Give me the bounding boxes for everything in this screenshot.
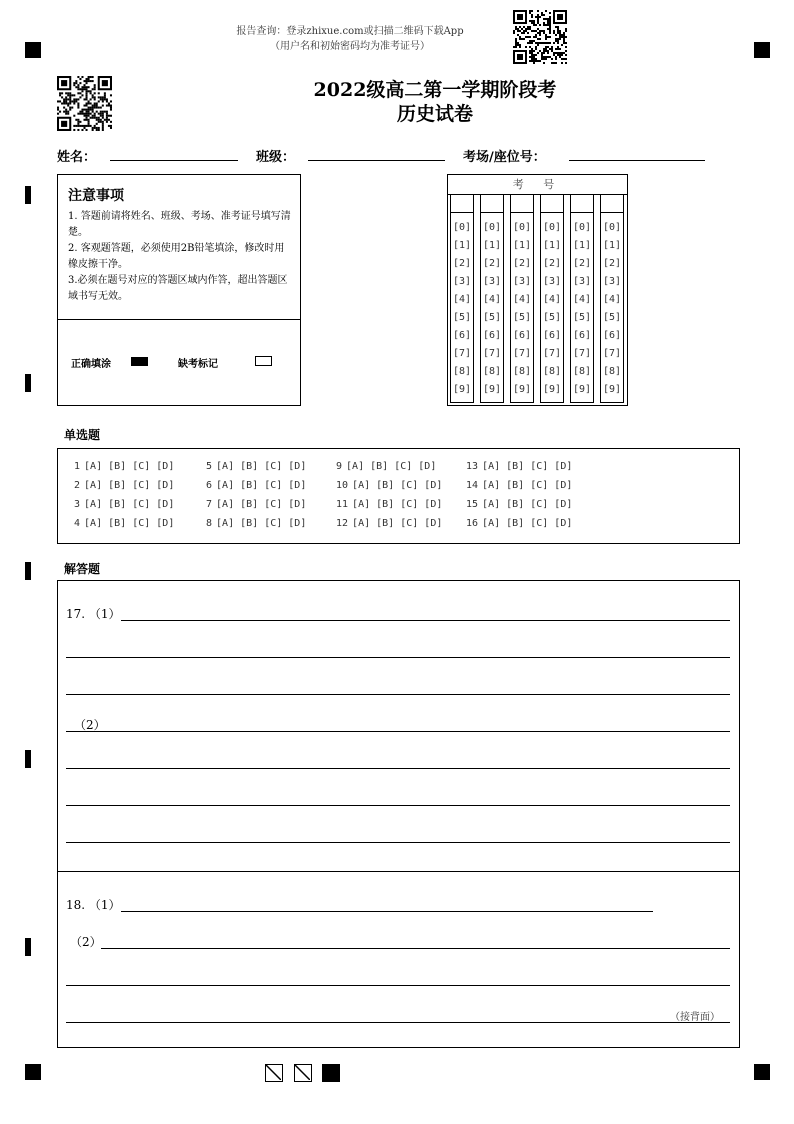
exam-number-digit-bubble[interactable]: [1] bbox=[542, 240, 562, 251]
qr-code-icon bbox=[513, 10, 567, 64]
continue-note: （接背面） bbox=[670, 1012, 720, 1023]
timing-mark bbox=[25, 562, 31, 580]
mc-options[interactable]: [A] [B] [C] [D] bbox=[482, 480, 573, 491]
mc-question-12[interactable] bbox=[336, 518, 442, 529]
exam-number-digit-bubble[interactable]: [2] bbox=[572, 258, 592, 269]
q18-part2-label: （2） bbox=[70, 935, 102, 949]
exam-number-header: 考 号 bbox=[448, 175, 627, 195]
exam-number-digit-bubble[interactable]: [7] bbox=[452, 348, 472, 359]
mc-question-number: 11 bbox=[336, 499, 349, 510]
mc-question-13[interactable] bbox=[466, 461, 572, 472]
mc-question-number: 15 bbox=[466, 499, 479, 510]
q17-part1-label: 17. （1） bbox=[66, 607, 121, 621]
exam-number-digit-bubble[interactable]: [3] bbox=[482, 276, 502, 287]
qr-code-icon bbox=[57, 76, 112, 131]
exam-number-column bbox=[510, 195, 534, 403]
mc-question-number: 6 bbox=[206, 480, 213, 491]
mc-options[interactable]: [A] [B] [C] [D] bbox=[84, 518, 175, 529]
absent-checkbox[interactable] bbox=[255, 356, 272, 366]
mc-question-9[interactable] bbox=[336, 461, 436, 472]
exam-number-digit-bubble[interactable]: [0] bbox=[542, 222, 562, 233]
exam-number-digit-bubble[interactable]: [1] bbox=[452, 240, 472, 251]
exam-number-write-cell[interactable] bbox=[451, 195, 473, 213]
exam-number-digit-bubble[interactable]: [2] bbox=[542, 258, 562, 269]
mc-options[interactable]: [A] [B] [C] [D] bbox=[352, 480, 443, 491]
exam-number-digit-bubble[interactable]: [8] bbox=[452, 366, 472, 377]
exam-number-digit-bubble[interactable]: [3] bbox=[452, 276, 472, 287]
timing-mark bbox=[25, 374, 31, 392]
exam-number-digit-bubble[interactable]: [2] bbox=[452, 258, 472, 269]
mc-question-4[interactable] bbox=[74, 518, 174, 529]
exam-number-digit-bubble[interactable]: [9] bbox=[602, 384, 622, 395]
exam-number-digit-bubble[interactable]: [9] bbox=[482, 384, 502, 395]
answer-line[interactable] bbox=[66, 657, 730, 658]
mc-question-1[interactable] bbox=[74, 461, 174, 472]
answer-line[interactable] bbox=[101, 948, 730, 949]
exam-number-column bbox=[480, 195, 504, 403]
registration-mark-top-left bbox=[25, 42, 41, 58]
answer-line[interactable] bbox=[66, 1022, 730, 1023]
exam-subject-title: 历史试卷 bbox=[396, 103, 473, 125]
exam-number-digit-bubble[interactable]: [6] bbox=[542, 330, 562, 341]
exam-number-digit-bubble[interactable]: [0] bbox=[452, 222, 472, 233]
mc-question-number: 8 bbox=[206, 518, 213, 529]
mc-options[interactable]: [A] [B] [C] [D] bbox=[216, 461, 307, 472]
exam-number-digit-bubble[interactable]: [1] bbox=[572, 240, 592, 251]
registration-mark-top-right bbox=[754, 42, 770, 58]
exam-number-digit-bubble[interactable]: [6] bbox=[602, 330, 622, 341]
answer-section-label: 解答题 bbox=[64, 562, 101, 576]
exam-number-digit-bubble[interactable]: [6] bbox=[452, 330, 472, 341]
exam-number-write-cell[interactable] bbox=[601, 195, 623, 213]
exam-number-digit-bubble[interactable]: [4] bbox=[452, 294, 472, 305]
exam-number-digit-bubble[interactable]: [5] bbox=[482, 312, 502, 323]
exam-number-digit-bubble[interactable]: [7] bbox=[512, 348, 532, 359]
name-label: 姓名： bbox=[57, 150, 97, 165]
notice-title: 注意事项 bbox=[68, 188, 124, 204]
mc-question-number: 4 bbox=[74, 518, 81, 529]
notice-item: 3.必须在题号对应的答题区域内作答，超出答题区域书写无效。 bbox=[68, 275, 288, 302]
mc-question-number: 9 bbox=[336, 461, 343, 472]
exam-number-digit-bubble[interactable]: [6] bbox=[572, 330, 592, 341]
mc-question-15[interactable] bbox=[466, 499, 572, 510]
exam-number-digit-bubble[interactable]: [8] bbox=[602, 366, 622, 377]
mc-question-7[interactable] bbox=[206, 499, 306, 510]
exam-number-digit-bubble[interactable]: [5] bbox=[542, 312, 562, 323]
exam-number-digit-bubble[interactable]: [1] bbox=[602, 240, 622, 251]
mc-question-16[interactable] bbox=[466, 518, 572, 529]
timing-mark bbox=[25, 186, 31, 204]
mc-question-number: 12 bbox=[336, 518, 349, 529]
mc-options[interactable]: [A] [B] [C] [D] bbox=[216, 480, 307, 491]
notice-box bbox=[57, 174, 301, 406]
mc-options[interactable]: [A] [B] [C] [D] bbox=[482, 461, 573, 472]
exam-number-write-cell[interactable] bbox=[511, 195, 533, 213]
mc-options[interactable]: [A] [B] [C] [D] bbox=[352, 518, 443, 529]
mc-question-11[interactable] bbox=[336, 499, 442, 510]
mc-question-6[interactable] bbox=[206, 480, 306, 491]
exam-number-digit-bubble[interactable]: [2] bbox=[602, 258, 622, 269]
notice-item: 2. 客观题答题，必须使用2B铅笔填涂，修改时用橡皮擦干净。 bbox=[68, 243, 285, 270]
mc-options[interactable]: [A] [B] [C] [D] bbox=[84, 480, 175, 491]
exam-number-digit-bubble[interactable]: [2] bbox=[512, 258, 532, 269]
mc-options[interactable]: [A] [B] [C] [D] bbox=[84, 499, 175, 510]
exam-number-digit-bubble[interactable]: [7] bbox=[542, 348, 562, 359]
answer-line[interactable] bbox=[66, 768, 730, 769]
mc-question-number: 5 bbox=[206, 461, 213, 472]
exam-number-digit-bubble[interactable]: [4] bbox=[482, 294, 502, 305]
exam-number-digit-bubble[interactable]: [7] bbox=[602, 348, 622, 359]
mc-options[interactable]: [A] [B] [C] [D] bbox=[482, 518, 573, 529]
exam-number-digit-bubble[interactable]: [9] bbox=[452, 384, 472, 395]
mc-question-number: 7 bbox=[206, 499, 213, 510]
class-label: 班级： bbox=[256, 150, 296, 165]
exam-number-digit-bubble[interactable]: [4] bbox=[602, 294, 622, 305]
exam-number-digit-bubble[interactable]: [0] bbox=[602, 222, 622, 233]
exam-number-digit-bubble[interactable]: [4] bbox=[512, 294, 532, 305]
name-field[interactable] bbox=[110, 160, 238, 161]
exam-number-column bbox=[600, 195, 624, 403]
timing-mark bbox=[25, 938, 31, 956]
correct-fill-label: 正确填涂 bbox=[71, 359, 111, 370]
answer-line[interactable] bbox=[66, 805, 730, 806]
exam-number-column bbox=[540, 195, 564, 403]
exam-number-digit-bubble[interactable]: [8] bbox=[482, 366, 502, 377]
notice-item: 1. 答题前请将姓名、班级、考场、准考证号填写清楚。 bbox=[68, 211, 291, 238]
exam-number-digit-bubble[interactable]: [7] bbox=[482, 348, 502, 359]
exam-number-digit-bubble[interactable]: [1] bbox=[482, 240, 502, 251]
mc-question-number: 16 bbox=[466, 518, 479, 529]
notice-list bbox=[68, 209, 294, 305]
report-query-note: 报告查询：登录zhixue.com或扫描二维码下载App bbox=[236, 26, 464, 37]
mc-options[interactable]: [A] [B] [C] [D] bbox=[216, 518, 307, 529]
exam-number-digit-bubble[interactable]: [8] bbox=[512, 366, 532, 377]
password-note: （用户名和初始密码均为准考证号） bbox=[270, 41, 430, 52]
answer-line[interactable] bbox=[121, 620, 730, 621]
exam-number-digit-bubble[interactable]: [9] bbox=[512, 384, 532, 395]
slash-box-icon bbox=[294, 1064, 312, 1082]
room-seat-field[interactable] bbox=[569, 160, 705, 161]
exam-number-digit-bubble[interactable]: [3] bbox=[602, 276, 622, 287]
question-18-box bbox=[57, 871, 740, 1048]
exam-number-digit-bubble[interactable]: [8] bbox=[542, 366, 562, 377]
mc-options[interactable]: [A] [B] [C] [D] bbox=[216, 499, 307, 510]
filled-box-icon bbox=[322, 1064, 340, 1082]
exam-title: 2022级高二第一学期阶段考 bbox=[313, 79, 557, 101]
exam-number-digit-bubble[interactable]: [7] bbox=[572, 348, 592, 359]
registration-mark-bottom-right bbox=[754, 1064, 770, 1080]
exam-number-grid bbox=[447, 174, 628, 406]
mc-question-number: 10 bbox=[336, 480, 349, 491]
exam-number-write-cell[interactable] bbox=[541, 195, 563, 213]
single-choice-label: 单选题 bbox=[64, 428, 101, 442]
mc-question-2[interactable] bbox=[74, 480, 174, 491]
room-seat-label: 考场/座位号： bbox=[463, 150, 546, 165]
exam-number-write-cell[interactable] bbox=[481, 195, 503, 213]
exam-number-digit-bubble[interactable]: [3] bbox=[542, 276, 562, 287]
exam-number-write-cell[interactable] bbox=[571, 195, 593, 213]
exam-number-digit-bubble[interactable]: [9] bbox=[572, 384, 592, 395]
answer-line[interactable] bbox=[66, 842, 730, 843]
exam-number-digit-bubble[interactable]: [0] bbox=[572, 222, 592, 233]
exam-number-digit-bubble[interactable]: [4] bbox=[572, 294, 592, 305]
mc-question-8[interactable] bbox=[206, 518, 306, 529]
exam-number-digit-bubble[interactable]: [5] bbox=[572, 312, 592, 323]
answer-line[interactable] bbox=[66, 731, 730, 732]
mc-question-14[interactable] bbox=[466, 480, 572, 491]
answer-line[interactable] bbox=[121, 911, 653, 912]
mc-question-3[interactable] bbox=[74, 499, 174, 510]
absent-mark-label: 缺考标记 bbox=[178, 359, 218, 370]
mc-options[interactable]: [A] [B] [C] [D] bbox=[482, 499, 573, 510]
answer-line[interactable] bbox=[66, 985, 730, 986]
single-choice-box bbox=[57, 448, 740, 544]
exam-number-digit-bubble[interactable]: [5] bbox=[512, 312, 532, 323]
mc-question-number: 1 bbox=[74, 461, 81, 472]
exam-number-digit-bubble[interactable]: [1] bbox=[512, 240, 532, 251]
exam-number-digit-bubble[interactable]: [3] bbox=[572, 276, 592, 287]
answer-line[interactable] bbox=[66, 694, 730, 695]
mc-question-5[interactable] bbox=[206, 461, 306, 472]
exam-number-digit-bubble[interactable]: [0] bbox=[512, 222, 532, 233]
exam-number-digit-bubble[interactable]: [3] bbox=[512, 276, 532, 287]
mc-options[interactable]: [A] [B] [C] [D] bbox=[352, 499, 443, 510]
exam-number-digit-bubble[interactable]: [5] bbox=[452, 312, 472, 323]
timing-mark bbox=[25, 750, 31, 768]
class-field[interactable] bbox=[308, 160, 445, 161]
q18-part1-label: 18. （1） bbox=[66, 898, 121, 912]
exam-number-digit-bubble[interactable]: [6] bbox=[512, 330, 532, 341]
exam-number-column bbox=[570, 195, 594, 403]
mc-options[interactable]: [A] [B] [C] [D] bbox=[84, 461, 175, 472]
registration-mark-bottom-left bbox=[25, 1064, 41, 1080]
divider bbox=[58, 319, 300, 320]
exam-number-digit-bubble[interactable]: [9] bbox=[542, 384, 562, 395]
slash-box-icon bbox=[265, 1064, 283, 1082]
mc-options[interactable]: [A] [B] [C] [D] bbox=[346, 461, 437, 472]
mc-question-number: 3 bbox=[74, 499, 81, 510]
exam-number-digit-bubble[interactable]: [0] bbox=[482, 222, 502, 233]
exam-number-digit-bubble[interactable]: [5] bbox=[602, 312, 622, 323]
exam-number-column bbox=[450, 195, 474, 403]
q17-part2-label: （2） bbox=[74, 718, 106, 732]
mc-question-10[interactable] bbox=[336, 480, 442, 491]
mc-question-number: 2 bbox=[74, 480, 81, 491]
mc-question-number: 14 bbox=[466, 480, 479, 491]
exam-number-digit-bubble[interactable]: [8] bbox=[572, 366, 592, 377]
filled-sample-icon bbox=[131, 357, 148, 366]
exam-number-digit-bubble[interactable]: [6] bbox=[482, 330, 502, 341]
mc-question-number: 13 bbox=[466, 461, 479, 472]
question-17-box bbox=[57, 580, 740, 872]
exam-number-digit-bubble[interactable]: [2] bbox=[482, 258, 502, 269]
exam-number-digit-bubble[interactable]: [4] bbox=[542, 294, 562, 305]
